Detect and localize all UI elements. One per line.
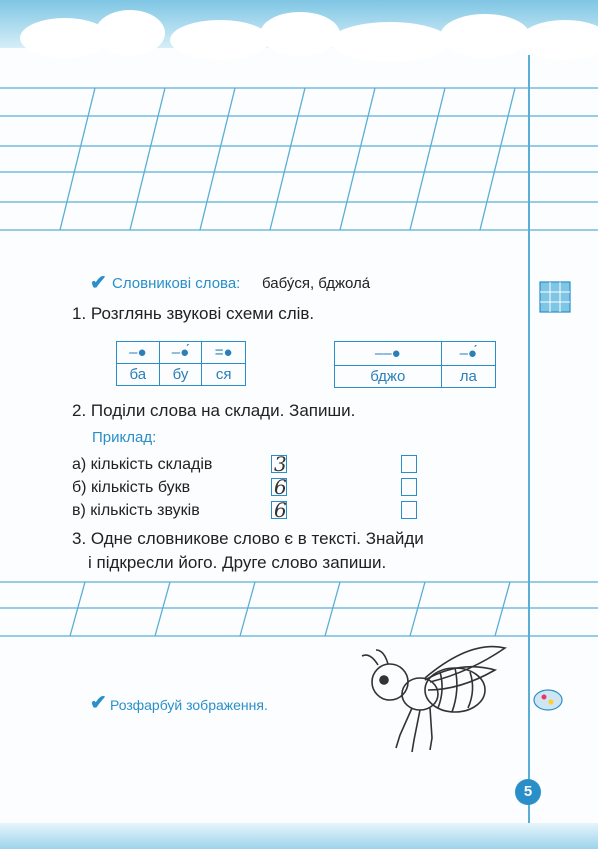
task-3-line-1: 3. Одне словникове слово є в тексті. Знайди xyxy=(72,529,424,548)
page-number: 5 xyxy=(515,779,541,805)
vocabulary-label: Словникові слова: xyxy=(112,275,241,292)
example-label: Приклад: xyxy=(92,429,157,446)
palette-icon xyxy=(534,690,562,710)
syllable: ла xyxy=(441,366,495,388)
answer-box-empty[interactable] xyxy=(401,478,417,496)
answer-box-empty[interactable] xyxy=(401,455,417,473)
scheme-symbol: =● xyxy=(202,342,246,364)
answer-value: 3 xyxy=(274,452,287,476)
bottom-band xyxy=(0,823,598,849)
count-label-syllables: а) кількість складів xyxy=(72,456,213,473)
syllable: бджо xyxy=(335,366,442,388)
sound-scheme-1 xyxy=(116,341,246,386)
check-icon: ✔ xyxy=(90,272,107,294)
scheme-symbol: –●́ xyxy=(441,342,495,366)
count-label-sounds: в) кількість звуків xyxy=(72,502,200,519)
scheme-symbol: –● xyxy=(117,342,160,364)
task-2: 2. Поділи слова на склади. Запиши. xyxy=(72,401,356,420)
syllable: ба xyxy=(117,364,160,386)
task-1: 1. Розглянь звукові схеми слів. xyxy=(72,304,315,323)
cube-icon xyxy=(540,282,570,312)
syllable: бу xyxy=(159,364,202,386)
check-icon: ✔ xyxy=(90,692,107,714)
bee-drawing xyxy=(362,647,505,752)
answer-value: 6 xyxy=(274,498,287,522)
margin-line xyxy=(528,55,530,825)
count-label-letters: б) кількість букв xyxy=(72,479,191,496)
vocabulary-words: бабу́ся, бджола́ xyxy=(262,275,371,292)
task-3-line-2: і підкресли його. Друге слово запиши. xyxy=(88,553,387,572)
syllable: ся xyxy=(202,364,246,386)
answer-value: 6 xyxy=(274,475,287,499)
coloring-task: Розфарбуй зображення. xyxy=(110,697,268,713)
scheme-symbol: –●́ xyxy=(159,342,202,364)
answer-box-empty[interactable] xyxy=(401,501,417,519)
scheme-symbol: ––● xyxy=(335,342,442,366)
sound-scheme-2 xyxy=(334,341,496,388)
